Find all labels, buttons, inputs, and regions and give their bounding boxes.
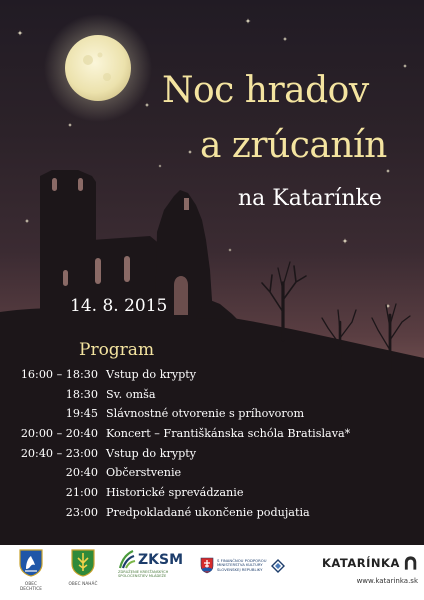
program-schedule — [0, 368, 424, 526]
schedule-event: Vstup do krypty — [106, 368, 197, 381]
schedule-event: Sv. omša — [106, 387, 156, 401]
schedule-row — [0, 388, 424, 408]
schedule-event: Historické sprevádzanie — [106, 486, 244, 500]
schedule-time: 18:30 — [65, 387, 98, 401]
katarinka-name: KATARÍNKA — [322, 556, 400, 570]
schedule-time: 16:00 – 18:30 — [20, 368, 98, 381]
schedule-event: Predpokladané ukončenie podujatia — [106, 505, 310, 519]
poster-title-line1: Noc hradov — [162, 70, 369, 111]
katarinka-url: www.katarinka.sk — [356, 577, 418, 585]
star-icon — [17, 30, 22, 35]
poster-title-line2: a zrúcanín — [200, 125, 387, 166]
star-icon — [342, 238, 347, 243]
ministry-text-2: MINISTERSTVA KULTÚRY — [217, 562, 263, 568]
star-icon — [228, 248, 232, 252]
ministry-text-1: S FINANČNOU PODPOROU — [217, 557, 267, 563]
ministry-text-3: SLOVENSKEJ REPUBLIKY — [217, 566, 263, 572]
zksm-emblem-icon — [118, 550, 136, 570]
nahac-caption: OBEC NAHÁČ — [68, 581, 98, 586]
arch-icon — [403, 555, 418, 571]
star-icon — [386, 169, 390, 173]
ministry-culture-logo — [200, 557, 296, 574]
star-icon — [158, 164, 161, 167]
schedule-row — [0, 407, 424, 427]
schedule-row — [0, 427, 424, 447]
schedule-time: 19:45 — [65, 407, 98, 421]
zksm-subtitle-2: SPOLOČENSTIEV MLÁDEŽE — [118, 574, 167, 578]
star-icon — [245, 18, 250, 23]
star-icon — [188, 150, 192, 154]
schedule-event: Vstup do krypty — [106, 446, 197, 460]
slovak-coat-of-arms-icon — [200, 557, 214, 574]
event-date: 14. 8. 2015 — [70, 296, 168, 316]
schedule-event: Koncert – Františkánska schóla Bratislava* — [106, 427, 351, 441]
schedule-row — [0, 486, 424, 506]
star-icon — [283, 37, 287, 41]
zksm-logo — [118, 550, 184, 578]
schedule-event: Slávnostné otvorenie s príhovorom — [106, 407, 305, 421]
nahac-logo — [66, 549, 100, 586]
dechtice-logo — [14, 549, 48, 591]
schedule-time: 20:40 — [65, 466, 98, 480]
moon-icon — [44, 14, 152, 122]
coat-of-arms-icon — [71, 549, 95, 577]
poster-subtitle: na Katarínke — [238, 186, 382, 211]
star-icon — [403, 64, 407, 68]
star-icon — [25, 219, 29, 223]
ministry-emblem-icon — [270, 558, 286, 574]
dechtice-caption: OBEC DECHTICE — [19, 581, 43, 591]
schedule-time: 20:40 – 23:00 — [20, 446, 98, 460]
zksm-subtitle-1: ZDRUŽENIE KRESŤANSKÝCH — [118, 570, 169, 574]
coat-of-arms-icon — [19, 549, 43, 577]
schedule-time: 23:00 — [65, 505, 98, 519]
star-icon — [145, 103, 149, 107]
schedule-row — [0, 447, 424, 467]
schedule-row — [0, 368, 424, 388]
katarinka-logo — [322, 555, 418, 585]
schedule-time: 20:00 – 20:40 — [20, 427, 98, 441]
schedule-row — [0, 506, 424, 526]
schedule-row — [0, 466, 424, 486]
schedule-time: 21:00 — [65, 486, 98, 500]
zksm-name: ZKSM — [138, 552, 184, 568]
schedule-event: Občerstvenie — [106, 466, 182, 480]
partner-logos-footer — [0, 545, 424, 600]
star-icon — [68, 123, 72, 127]
program-heading: Program — [79, 340, 155, 360]
